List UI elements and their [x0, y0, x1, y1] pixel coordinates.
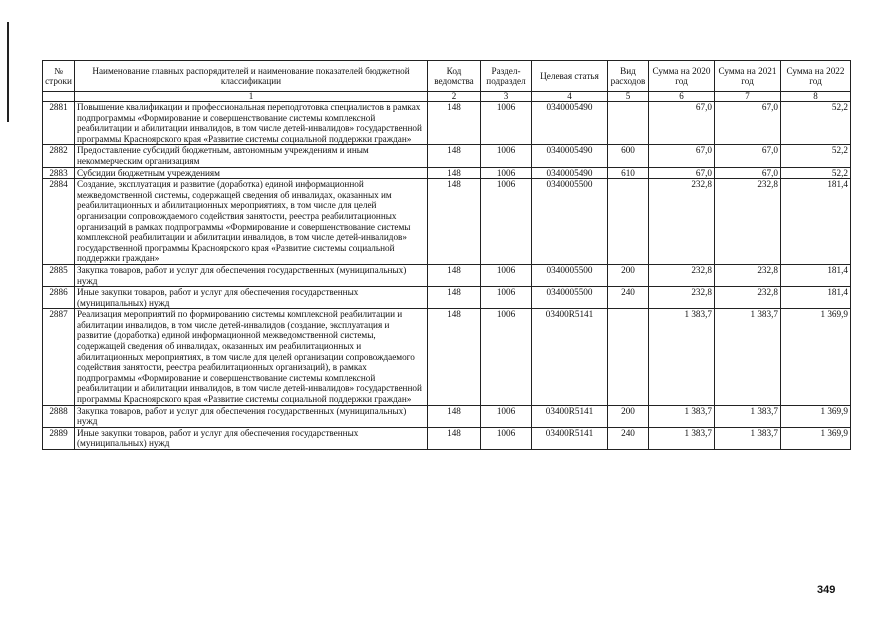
row-dept-code: 148: [428, 264, 481, 286]
row-number: 2883: [43, 167, 75, 179]
column-number: 3: [481, 92, 532, 102]
column-number: 1: [75, 92, 428, 102]
row-number: 2889: [43, 427, 75, 449]
budget-table: [42, 60, 851, 450]
header-sum-2022: Сумма на 2022 год: [781, 61, 851, 92]
row-name: Иные закупки товаров, работ и услуг для обеспечения государственных (муниципальных) нужд: [75, 287, 428, 309]
table-row: [43, 287, 851, 309]
row-number: 2884: [43, 179, 75, 265]
row-dept-code: 148: [428, 427, 481, 449]
row-exp-type: [608, 179, 649, 265]
row-dept-code: 148: [428, 309, 481, 405]
row-target: 0340005490: [532, 145, 608, 167]
row-section: 1006: [481, 179, 532, 265]
row-sum-2022: 181,4: [781, 287, 851, 309]
row-section: 1006: [481, 102, 532, 145]
table-row: [43, 145, 851, 167]
row-section: 1006: [481, 264, 532, 286]
row-sum-2022: 1 369,9: [781, 427, 851, 449]
row-section: 1006: [481, 427, 532, 449]
column-number: 8: [781, 92, 851, 102]
column-number: 5: [608, 92, 649, 102]
row-sum-2022: 181,4: [781, 179, 851, 265]
row-sum-2021: 232,8: [715, 264, 781, 286]
header-row-no: № строки: [43, 61, 75, 92]
table-row: [43, 167, 851, 179]
row-section: 1006: [481, 167, 532, 179]
row-sum-2022: 1 369,9: [781, 405, 851, 427]
row-sum-2021: 232,8: [715, 179, 781, 265]
row-number: 2881: [43, 102, 75, 145]
row-sum-2021: 67,0: [715, 102, 781, 145]
row-number: 2882: [43, 145, 75, 167]
row-sum-2020: 232,8: [649, 179, 715, 265]
row-sum-2022: 181,4: [781, 264, 851, 286]
table-row: [43, 427, 851, 449]
row-sum-2020: 1 383,7: [649, 309, 715, 405]
row-sum-2021: 232,8: [715, 287, 781, 309]
table-row: [43, 309, 851, 405]
row-exp-type: 610: [608, 167, 649, 179]
row-sum-2021: 1 383,7: [715, 405, 781, 427]
row-sum-2021: 1 383,7: [715, 427, 781, 449]
row-name: Субсидии бюджетным учреждениям: [75, 167, 428, 179]
scan-edge-mark: [7, 22, 9, 122]
row-number: 2886: [43, 287, 75, 309]
row-section: 1006: [481, 309, 532, 405]
row-target: 03400R5141: [532, 309, 608, 405]
header-sum-2020: Сумма на 2020 год: [649, 61, 715, 92]
row-sum-2020: 1 383,7: [649, 405, 715, 427]
column-number: 7: [715, 92, 781, 102]
header-sum-2021: Сумма на 2021 год: [715, 61, 781, 92]
column-number: 4: [532, 92, 608, 102]
row-target: 0340005490: [532, 102, 608, 145]
row-name: Повышение квалификации и профессиональная переподготовка специалистов в рамках подпрограммы «Формирование и совершенствование системы комплексной реабилитации и абилитации инвалидов, в том числе детей-инвалидов» государственной программы Красноярского края «Развитие системы социальной поддержки граждан»: [75, 102, 428, 145]
row-section: 1006: [481, 287, 532, 309]
row-name: Иные закупки товаров, работ и услуг для обеспечения государственных (муниципальных) нужд: [75, 427, 428, 449]
row-dept-code: 148: [428, 179, 481, 265]
row-target: 0340005500: [532, 287, 608, 309]
row-sum-2020: 232,8: [649, 287, 715, 309]
row-name: Закупка товаров, работ и услуг для обеспечения государственных (муниципальных) нужд: [75, 405, 428, 427]
row-sum-2021: 1 383,7: [715, 309, 781, 405]
row-number: 2887: [43, 309, 75, 405]
row-dept-code: 148: [428, 145, 481, 167]
header-dept-code: Код ведомства: [428, 61, 481, 92]
row-target: 0340005500: [532, 264, 608, 286]
row-exp-type: 600: [608, 145, 649, 167]
row-exp-type: 240: [608, 287, 649, 309]
row-sum-2022: 52,2: [781, 167, 851, 179]
row-exp-type: 200: [608, 405, 649, 427]
row-target: 03400R5141: [532, 405, 608, 427]
row-target: 0340005490: [532, 167, 608, 179]
row-sum-2020: 232,8: [649, 264, 715, 286]
row-dept-code: 148: [428, 287, 481, 309]
column-number-row: [43, 92, 851, 102]
row-sum-2022: 52,2: [781, 145, 851, 167]
row-exp-type: [608, 102, 649, 145]
header-section: Раздел-подраздел: [481, 61, 532, 92]
row-name: Создание, эксплуатация и развитие (доработка) единой информационной межведомственной системы, содержащей сведения об инвалидах, оказанных им реабилитационных и абилитационных мероприятиях, в том числе для целей организации сопровождаемого содействия занятости, реестра реабилитационных организаций в рамках подпрограммы «Формирование и совершенствование системы комплексной реабилитации и абилитации инвалидов, в том числе детей-инвалидов» государственной программы Красноярского края «Развитие системы социальной поддержки граждан»: [75, 179, 428, 265]
row-name: Закупка товаров, работ и услуг для обеспечения государственных (муниципальных) нужд: [75, 264, 428, 286]
row-number: 2885: [43, 264, 75, 286]
row-name: Реализация мероприятий по формированию системы комплексной реабилитации и абилитации инвалидов, в том числе детей-инвалидов (создание, эксплуатация и развитие (доработка) единой информационной межведомственной системы, содержащей сведения об инвалидах, оказанных им реабилитационных и абилитационных мероприятиях, в том числе для целей организации сопровождаемого содействия занятости, реестра реабилитационных организаций), в рамках подпрограммы «Формирование и совершенствование системы комплексной реабилитации и абилитации инвалидов, в том числе детей-инвалидов» государственной программы Красноярского края «Развитие системы социальной поддержки граждан»: [75, 309, 428, 405]
table-header-row: [43, 61, 851, 92]
row-sum-2021: 67,0: [715, 145, 781, 167]
row-sum-2020: 67,0: [649, 167, 715, 179]
header-name: Наименование главных распорядителей и наименование показателей бюджетной классификации: [75, 61, 428, 92]
row-dept-code: 148: [428, 102, 481, 145]
row-sum-2022: 1 369,9: [781, 309, 851, 405]
row-section: 1006: [481, 405, 532, 427]
row-dept-code: 148: [428, 405, 481, 427]
row-exp-type: 200: [608, 264, 649, 286]
row-sum-2022: 52,2: [781, 102, 851, 145]
row-sum-2020: 67,0: [649, 102, 715, 145]
row-sum-2021: 67,0: [715, 167, 781, 179]
table-row: [43, 264, 851, 286]
header-target: Целевая статья: [532, 61, 608, 92]
table-row: [43, 102, 851, 145]
row-section: 1006: [481, 145, 532, 167]
column-number: [43, 92, 75, 102]
row-target: 03400R5141: [532, 427, 608, 449]
header-exp-type: Вид расходов: [608, 61, 649, 92]
row-exp-type: 240: [608, 427, 649, 449]
column-number: 2: [428, 92, 481, 102]
column-number: 6: [649, 92, 715, 102]
row-sum-2020: 1 383,7: [649, 427, 715, 449]
row-sum-2020: 67,0: [649, 145, 715, 167]
row-target: 0340005500: [532, 179, 608, 265]
row-number: 2888: [43, 405, 75, 427]
table-row: [43, 179, 851, 265]
table-row: [43, 405, 851, 427]
page-number: 349: [817, 584, 836, 596]
row-exp-type: [608, 309, 649, 405]
row-dept-code: 148: [428, 167, 481, 179]
row-name: Предоставление субсидий бюджетным, автономным учреждениям и иным некоммерческим организациям: [75, 145, 428, 167]
